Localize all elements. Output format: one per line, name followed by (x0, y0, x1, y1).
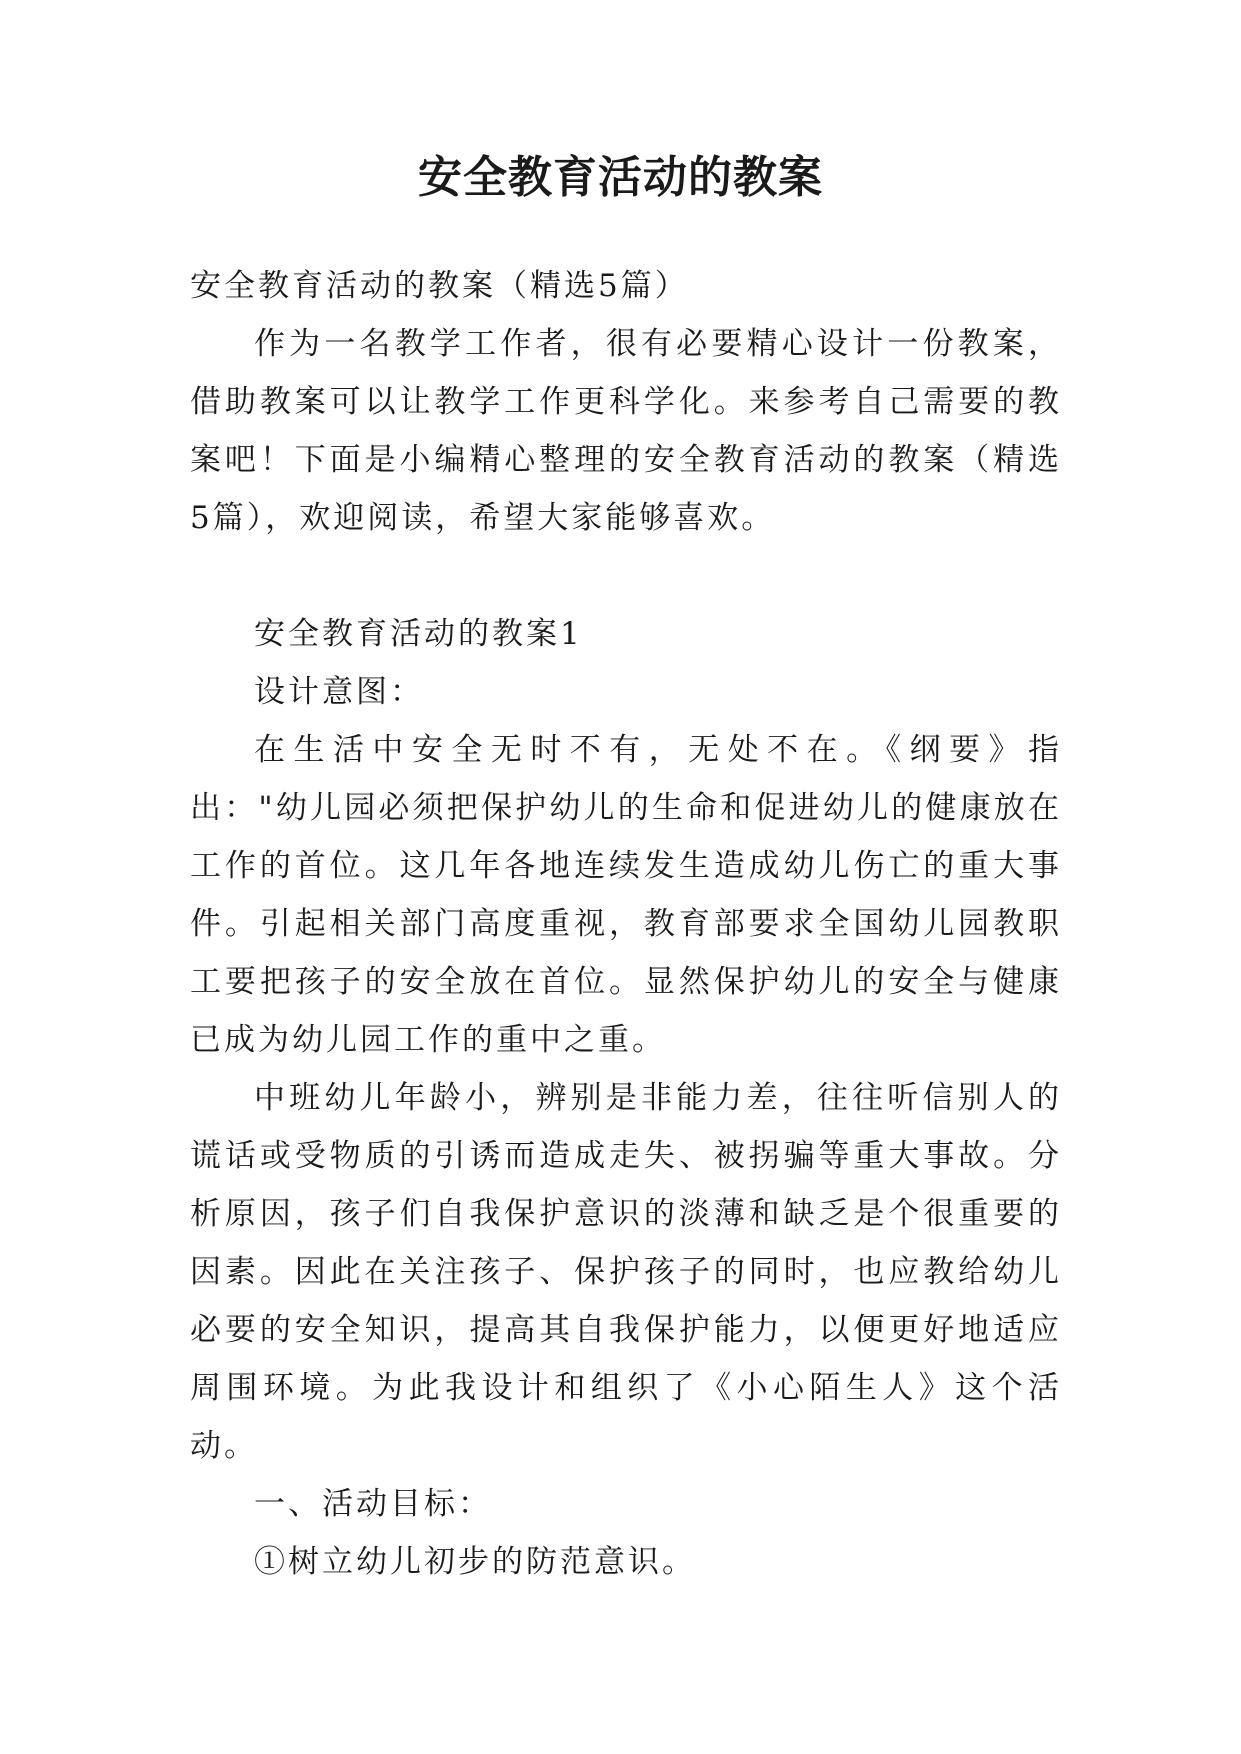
design-paragraph-1: 在生活中安全无时不有，无处不在。《纲要》指出："幼儿园必须把保护幼儿的生命和促进幼儿的健康放在工作的首位。这几年各地连续发生造成幼儿伤亡的重大事件。引起相关部门高度重视，教育部要求全国幼儿园教职工要把孩子的安全放在首位。显然保护幼儿的安全与健康已成为幼儿园工作的重中之重。 (190, 732, 1062, 1058)
design-paragraph-2: 中班幼儿年龄小，辨别是非能力差，往往听信别人的谎话或受物质的引诱而造成走失、被拐骗等重大事故。分析原因，孩子们自我保护意识的淡薄和缺乏是个很重要的因素。因此在关注孩子、保护孩子的同时，也应教给幼儿必要的安全知识，提高其自我保护能力，以便更好地适应周围环境。为此我设计和组织了《小心陌生人》这个活动。 (190, 1080, 1062, 1464)
design-intent-label: 设计意图： (254, 674, 424, 710)
document-subtitle: 安全教育活动的教案（精选5篇） (190, 268, 689, 304)
section-heading: 安全教育活动的教案1 (254, 616, 583, 652)
intro-paragraph: 作为一名教学工作者，很有必要精心设计一份教案，借助教案可以让教学工作更科学化。来参考自己需要的教案吧！下面是小编精心整理的安全教育活动的教案（精选5篇），欢迎阅读，希望大家能够喜欢。 (190, 326, 1062, 536)
document-title: 安全教育活动的教案 (418, 152, 823, 203)
goal-item-1: ①树立幼儿初步的防范意识。 (254, 1544, 696, 1580)
goals-heading: 一、活动目标： (254, 1486, 492, 1522)
document-body (190, 257, 1062, 1591)
paragraph-spacer (190, 547, 1062, 605)
